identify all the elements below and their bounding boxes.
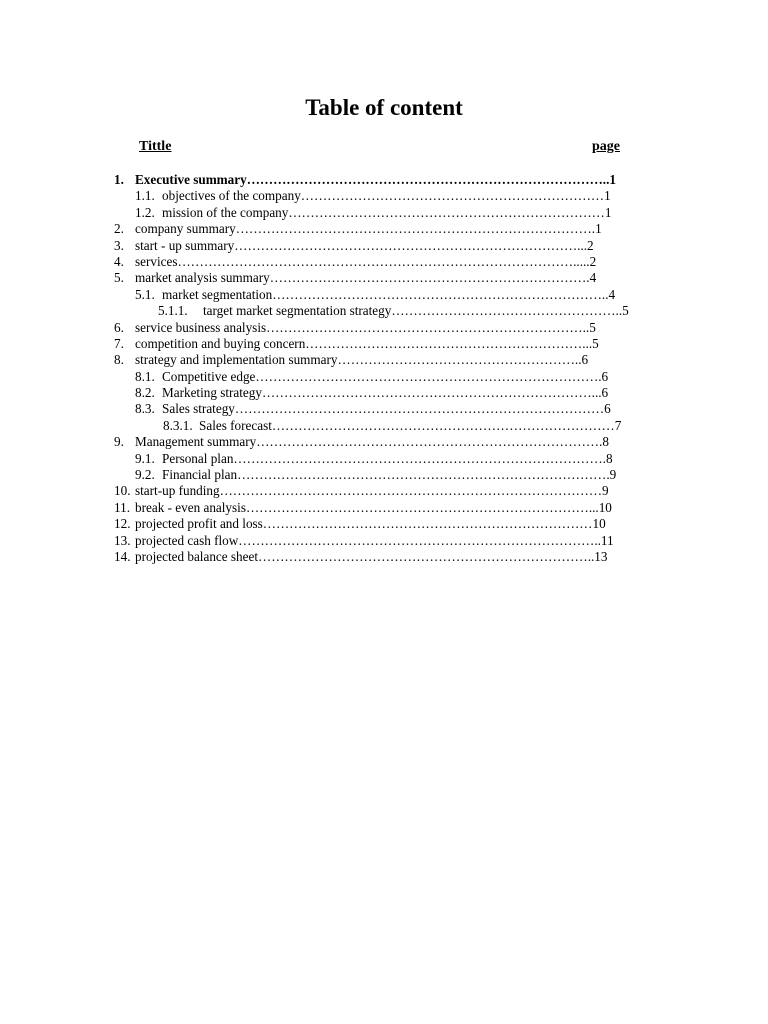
toc-entry: [0, 516, 768, 532]
toc-entry-number: 9.1.: [135, 450, 155, 466]
toc-entry-number: 13.: [114, 532, 131, 548]
toc-entry-number: 12.: [114, 516, 131, 532]
toc-entry-text: projected profit and loss…………………………………………………………………10: [135, 516, 606, 532]
toc-entry-number: 11.: [114, 499, 130, 515]
toc-entry-number: 10.: [114, 483, 131, 499]
toc-entry-text: company summary……………………………………………………………………….1: [135, 221, 602, 237]
toc-entry-text: Marketing strategy…………………………………………………………………...6: [162, 385, 609, 401]
toc-entry: [0, 500, 768, 516]
toc-entry: [0, 172, 768, 188]
toc-entry-number: 8.: [114, 352, 124, 368]
toc-entry-number: 9.2.: [135, 467, 155, 483]
toc-entry-number: 8.3.1.: [163, 417, 193, 433]
toc-entry: [0, 451, 768, 467]
toc-entry: [0, 287, 768, 303]
table-of-contents: [0, 172, 768, 565]
toc-entry-text: market segmentation…………………………………………………………………..4: [162, 286, 616, 302]
toc-entry-text: mission of the company………………………………………………………………1: [162, 204, 612, 220]
toc-entry-text: Competitive edge…………………………………………………………………….6: [162, 368, 609, 384]
toc-entry-text: services……………………………………………………………………………….....2: [135, 253, 597, 269]
toc-entry-number: 9.: [114, 434, 124, 450]
toc-entry-number: 8.2.: [135, 385, 155, 401]
toc-entry: [0, 385, 768, 401]
toc-entry-number: 14.: [114, 548, 131, 564]
toc-entry: [0, 205, 768, 221]
toc-entry-text: projected cash flow………………………………………………………………………..11: [135, 532, 614, 548]
toc-entry: [0, 254, 768, 270]
toc-entry-number: 3.: [114, 237, 124, 253]
title-column-header: Tittle: [139, 139, 172, 154]
toc-entry-number: 1.2.: [135, 204, 155, 220]
toc-entry-number: 5.1.1.: [158, 303, 188, 319]
toc-entry-number: 2.: [114, 221, 124, 237]
toc-entry-number: 1.: [114, 172, 124, 187]
toc-entry: [0, 303, 768, 319]
toc-entry-text: market analysis summary……………………………………………………………….4: [135, 270, 597, 286]
toc-entry: [0, 418, 768, 434]
toc-entry: [0, 369, 768, 385]
toc-entry: [0, 352, 768, 368]
toc-entry-text: Sales strategy…………………………………………………………………………6: [162, 401, 611, 417]
page-title: Table of content: [305, 95, 463, 120]
toc-entry-text: strategy and implementation summary………………………………………………..6: [135, 352, 589, 368]
toc-entry-text: Sales forecast……………………………………………………………………7: [199, 417, 622, 433]
toc-entry: [0, 401, 768, 417]
toc-entry-text: start - up summary……………………………………………………………………...2: [135, 237, 594, 253]
toc-entry-text: start-up funding……………………………………………………………………………9: [135, 483, 609, 499]
toc-entry-number: 8.1.: [135, 368, 155, 384]
toc-entry: [0, 320, 768, 336]
toc-entry-text: Management summary…………………………………………………………………….8: [135, 434, 609, 450]
toc-entry-text: competition and buying concern………………………………………………………...5: [135, 335, 599, 351]
toc-entry: [0, 238, 768, 254]
toc-entry-text: projected balance sheet…………………………………………………………………..13: [135, 548, 608, 564]
toc-entry: [0, 221, 768, 237]
toc-entry: [0, 270, 768, 286]
toc-entry: [0, 188, 768, 204]
toc-entry-number: 8.3.: [135, 401, 155, 417]
toc-entry-number: 5.: [114, 270, 124, 286]
toc-entry-text: service business analysis………………………………………………………………..5: [135, 319, 596, 335]
toc-entry-text: target market segmentation strategy……………………………………………..5: [203, 303, 629, 319]
toc-entry-number: 6.: [114, 319, 124, 335]
toc-entry: [0, 549, 768, 565]
toc-entry: [0, 533, 768, 549]
toc-entry-text: Executive summary………………………………………………………………………..1: [135, 172, 616, 187]
toc-entry: [0, 483, 768, 499]
toc-entry-text: objectives of the company……………………………………………………………1: [162, 188, 611, 204]
toc-entry: [0, 336, 768, 352]
toc-entry: [0, 434, 768, 450]
toc-entry-number: 5.1.: [135, 286, 155, 302]
toc-entry-text: Personal plan………………………………………………………………………….8: [162, 450, 613, 466]
toc-entry-text: break - even analysis……………………………………………………………………...10: [135, 499, 612, 515]
toc-entry-text: Financial plan………………………………………………………………………….9: [162, 467, 617, 483]
page-column-header: page: [592, 139, 620, 154]
toc-entry-number: 1.1.: [135, 188, 155, 204]
toc-entry-number: 7.: [114, 335, 124, 351]
toc-entry: [0, 467, 768, 483]
toc-entry-number: 4.: [114, 253, 124, 269]
